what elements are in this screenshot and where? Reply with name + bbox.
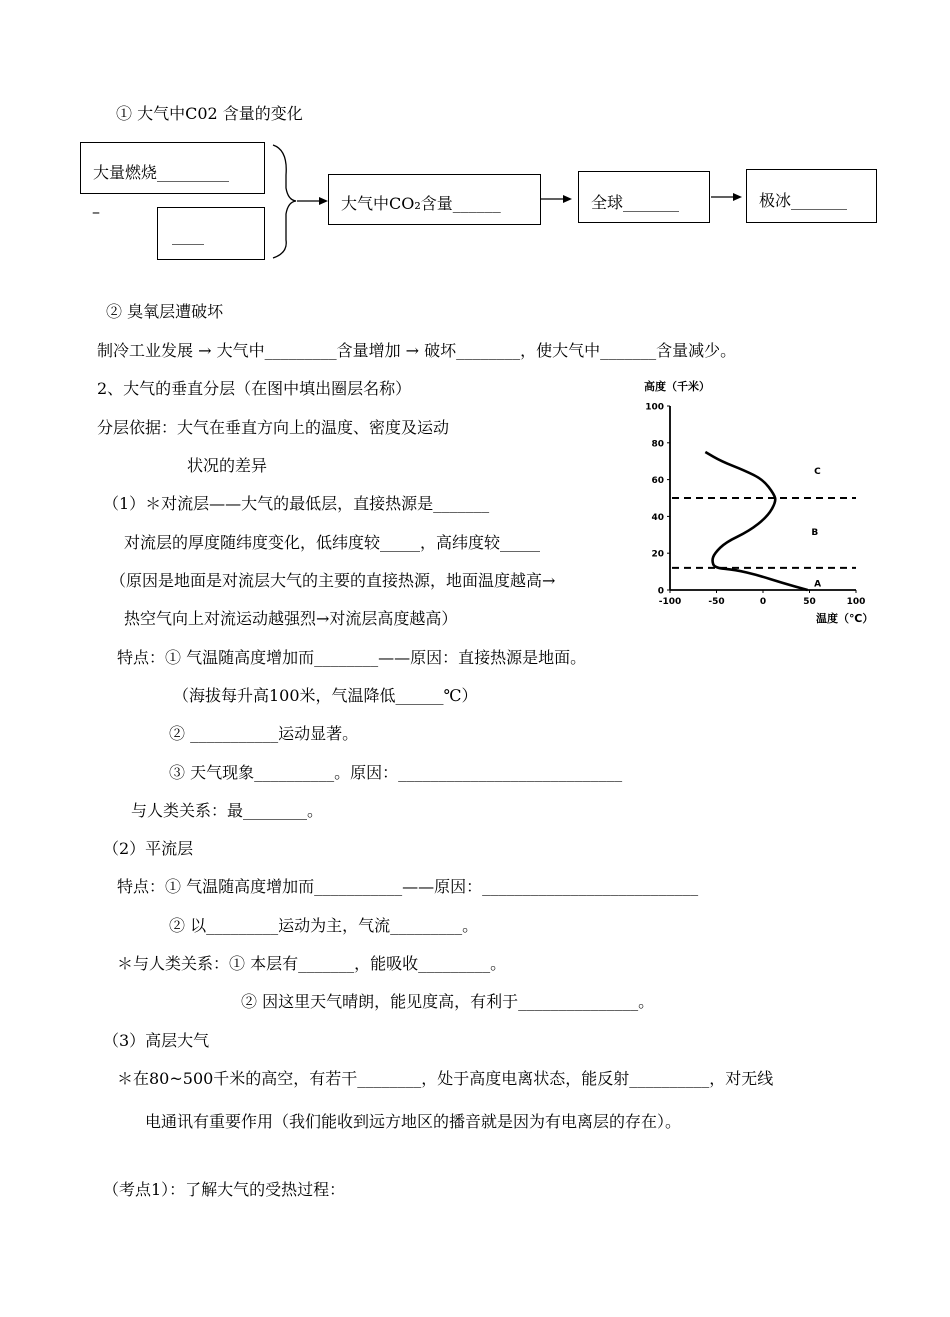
x-tick-label: 100	[846, 597, 866, 607]
y-tick-label: 20	[651, 549, 664, 560]
global-box-text: 全球_______	[591, 193, 680, 212]
basis-line-2: 状况的差异	[187, 456, 268, 475]
ozone-line: 制冷工业发展 → 大气中_________含量增加 → 破坏________，使大气中_______含量减少。	[97, 341, 737, 360]
ice-box-text: 极冰_______	[759, 191, 848, 210]
layer-label-C: C	[814, 467, 821, 478]
troposphere-human: 与人类关系：最________。	[131, 801, 324, 820]
layer-label-B: B	[811, 527, 819, 538]
upper-atmosphere-title: （3）高层大气	[103, 1031, 210, 1050]
x-tick-label: -100	[658, 597, 682, 607]
troposphere-feature-2: ② ___________运动显著。	[169, 724, 359, 743]
reason-line-2: 热空气向上对流运动越强烈→对流层高度越高）	[124, 609, 458, 628]
exam-point: （考点1）：了解大气的受热过程：	[103, 1180, 346, 1199]
blank-box-text: ____	[172, 226, 204, 245]
reason-line-1: （原因是地面是对流层大气的主要的直接热源，地面温度越高→	[110, 571, 556, 590]
ozone-heading: ② 臭氧层遭破坏	[106, 302, 224, 321]
upper-atmosphere-line-2: 电通讯有重要作用（我们能收到远方地区的播音就是因为有电离层的存在）。	[145, 1112, 682, 1131]
temperature-altitude-chart	[628, 372, 878, 630]
troposphere-title: （1）＊对流层——大气的最低层，直接热源是_______	[103, 494, 490, 513]
vertical-title: 2、大气的垂直分层（在图中填出圈层名称）	[97, 379, 412, 398]
troposphere-thickness: 对流层的厚度随纬度变化，低纬度较_____，高纬度较_____	[124, 533, 541, 552]
basis-line-1: 分层依据：大气在垂直方向上的温度、密度及运动	[97, 418, 450, 437]
y-tick-label: 0	[657, 586, 664, 597]
troposphere-feature-1-note: （海拔每升高100米，气温降低______℃）	[173, 686, 478, 705]
upper-atmosphere-line-1: ＊在80~500千米的高空，有若干________，处于高度电离状态，能反射__________，对无线	[117, 1069, 774, 1088]
stratosphere-title: （2）平流层	[103, 839, 194, 858]
y-tick-label: 100	[645, 402, 664, 413]
stratosphere-feature-2: ② 以_________运动为主，气流_________。	[169, 916, 479, 935]
ice-box	[746, 169, 877, 223]
y-axis-label: 高度（千米）	[644, 380, 710, 393]
burn-box-text: 大量燃烧_________	[93, 163, 230, 182]
stratosphere-human-2: ② 因这里天气晴朗，能见度高，有利于_______________。	[241, 992, 655, 1011]
troposphere-feature-1: 特点：① 气温随高度增加而________——原因：直接热源是地面。	[117, 648, 587, 667]
x-tick-label: 50	[803, 597, 816, 607]
layer-label-A: A	[814, 579, 822, 590]
troposphere-feature-3: ③ 天气现象__________。原因：____________________________	[169, 763, 623, 782]
y-tick-label: 40	[651, 512, 664, 523]
x-axis-label: 温度（℃）	[816, 612, 874, 625]
flow-arrows	[0, 0, 950, 300]
global-box	[578, 171, 710, 223]
stratosphere-feature-1: 特点：① 气温随高度增加而___________——原因：___________________________	[117, 877, 699, 896]
y-tick-label: 80	[651, 439, 664, 450]
x-tick-label: -50	[708, 597, 725, 607]
co2-heading: ① 大气中C02 含量的变化	[116, 104, 303, 123]
x-tick-label: 0	[759, 597, 767, 607]
co2-box	[328, 174, 541, 225]
stratosphere-human-1: ＊与人类关系：① 本层有_______，能吸收_________。	[117, 954, 507, 973]
y-tick-label: 60	[651, 476, 664, 487]
co2-box-text: 大气中CO₂含量______	[341, 194, 501, 213]
dash-mark: –	[92, 202, 100, 221]
temperature-curve	[705, 452, 807, 590]
